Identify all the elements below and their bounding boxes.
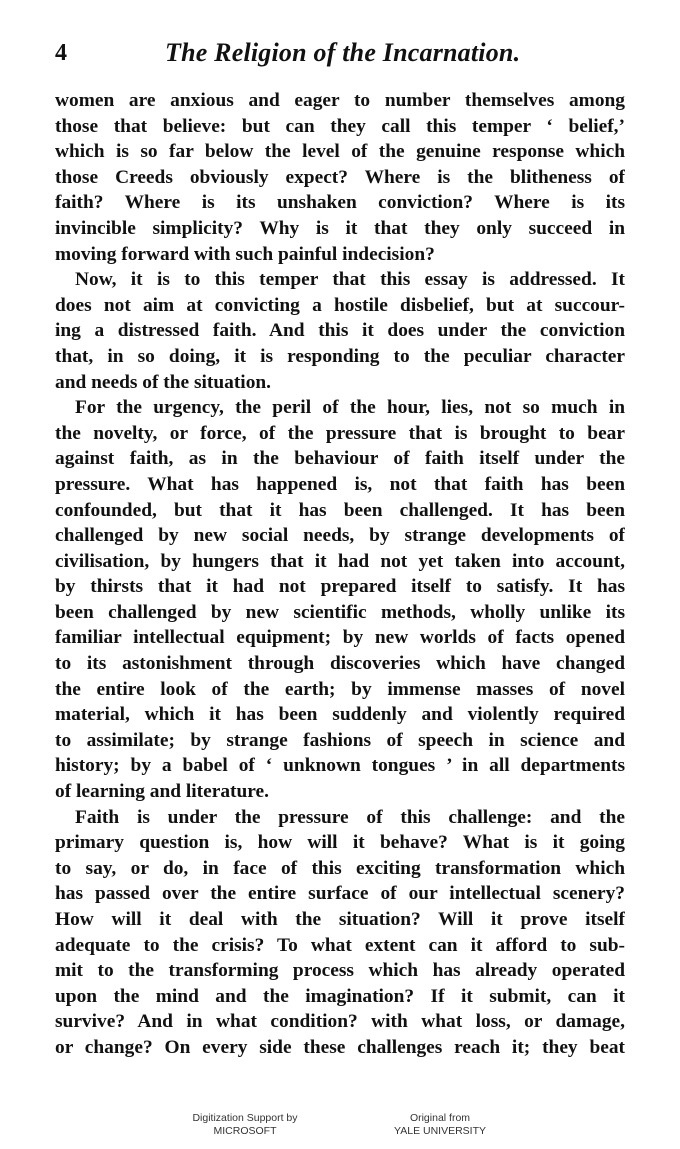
page-number: 4 (55, 40, 67, 66)
text-line: confounded, but that it has been challenged. It has been (55, 499, 625, 521)
text-line: that, in so doing, it is responding to the peculiar character (55, 345, 625, 367)
text-line: pressure. What has happened is, not that faith has been (55, 473, 625, 495)
digitization-credit-line1: Digitization Support by (192, 1112, 298, 1124)
text-line: challenged by new social needs, by strange developments of (55, 525, 625, 547)
text-line: by thirsts that it had not prepared itself to satisfy. It has (55, 576, 625, 598)
text-line: those Creeds obviously expect? Where is the blitheness of (55, 166, 625, 188)
text-line: and needs of the situation. (55, 371, 272, 393)
digitization-credit (170, 1112, 320, 1138)
text-line: survive? And in what condition? with what loss, or damage, (55, 1011, 625, 1033)
text-line: For the urgency, the peril of the hour, lies, not so much in (75, 397, 625, 419)
original-source-line1: Original from (409, 1112, 471, 1124)
text-line: adequate to the crisis? To what extent can it afford to sub- (55, 934, 625, 956)
text-line: material, which it has been suddenly and violently required (55, 704, 625, 726)
body-text (55, 88, 625, 1061)
text-line: to say, or do, in face of this exciting transformation which (55, 857, 625, 879)
original-source (365, 1112, 515, 1138)
text-line: familiar intellectual equipment; by new worlds of facts opened (55, 627, 625, 649)
text-line: the novelty, or force, of the pressure that is brought to bear (55, 422, 625, 444)
page-header (55, 38, 625, 78)
text-line: against faith, as in the behaviour of faith itself under the (55, 448, 625, 470)
text-line: moving forward with such painful indecision? (55, 243, 435, 265)
text-line: been challenged by new scientific methods, wholly unlike its (55, 601, 625, 623)
text-line: upon the mind and the imagination? If it submit, can it (55, 985, 625, 1007)
original-source-line2: YALE UNIVERSITY (394, 1125, 486, 1137)
text-line: Now, it is to this temper that this essay is addressed. It (75, 269, 625, 291)
text-line: which is so far below the level of the genuine response which (55, 141, 625, 163)
running-title: The Religion of the Incarnation. (165, 38, 521, 67)
digitization-footer (0, 1112, 680, 1142)
text-line: faith? Where is its unshaken conviction? Where is its (55, 192, 625, 214)
text-line: history; by a babel of ‘ unknown tongues ’ in all departments (55, 755, 625, 777)
text-line: the entire look of the earth; by immense masses of novel (55, 678, 625, 700)
text-line: to its astonishment through discoveries which have changed (55, 653, 625, 675)
text-line: How will it deal with the situation? Will it prove itself (55, 909, 625, 930)
text-line: does not aim at convicting a hostile disbelief, but at succour- (55, 294, 625, 316)
text-line: Faith is under the pressure of this challenge: and the (75, 806, 625, 828)
text-line: civilisation, by hungers that it had not yet taken into account, (55, 550, 625, 572)
digitization-credit-line2: MICROSOFT (213, 1125, 277, 1137)
text-line: women are anxious and eager to number themselves among (55, 90, 625, 111)
text-line: or change? On every side these challenges reach it; they beat (55, 1036, 625, 1058)
text-line: to assimilate; by strange fashions of speech in science and (55, 729, 625, 751)
text-line: invincible simplicity? Why is it that they only succeed in (55, 217, 625, 239)
text-line: has passed over the entire surface of our intellectual scenery? (55, 883, 625, 905)
text-line: those that believe: but can they call this temper ‘ belief,’ (55, 115, 625, 137)
text-line: primary question is, how will it behave? What is it going (55, 832, 625, 854)
text-line: of learning and literature. (55, 781, 269, 803)
text-line: ing a distressed faith. And this it does under the conviction (55, 320, 625, 342)
text-line: mit to the transforming process which has already operated (55, 960, 625, 982)
